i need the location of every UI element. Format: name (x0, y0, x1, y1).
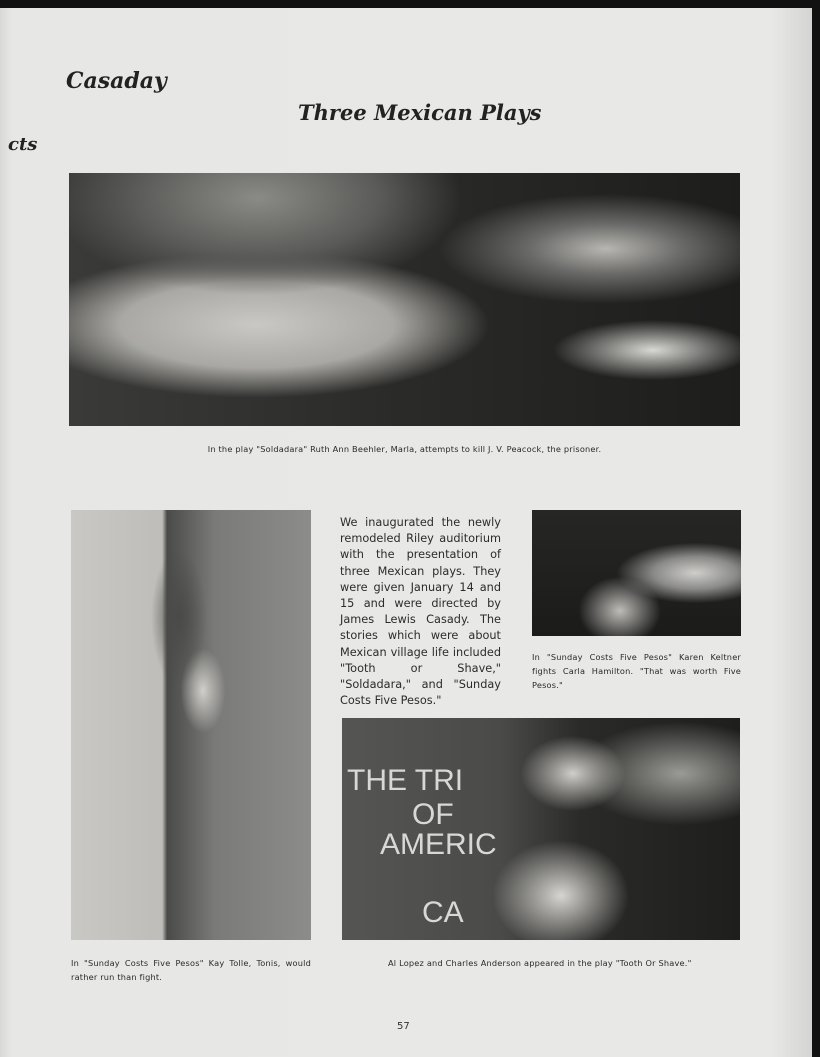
photo-sunday-kay-tolle (71, 510, 311, 940)
sign-line-2: OF (412, 798, 454, 831)
caption-bottom: Al Lopez and Charles Anderson appeared in the play "Tooth Or Shave." (388, 958, 692, 968)
caption-right-small: In "Sunday Costs Five Pesos" Karen Keltner fights Carla Hamilton. "That was worth Five Pesos." (532, 652, 741, 690)
yearbook-page (0, 8, 812, 1057)
margin-fragment: cts (8, 134, 38, 155)
article-body: We inaugurated the newly remodeled Riley auditorium with the presentation of three Mexican plays. They were given January 14 and 15 and were directed by James Lewis Casady. The stories which were about Mexican village life included "Tooth or Shave," "Soldadara," and "Sunday Costs Five Pesos." (340, 516, 501, 708)
caption-left: In "Sunday Costs Five Pesos" Kay Tolle, Tonis, would rather run than fight. (71, 958, 311, 982)
section-label: Casaday (66, 68, 167, 94)
photo-sunday-fight (532, 510, 741, 636)
page-number: 57 (397, 1021, 410, 1032)
sign-line-1: THE TRI (347, 764, 464, 797)
photo-tooth-or-shave (342, 718, 740, 940)
caption-top: In the play "Soldadara" Ruth Ann Beehler, Marla, attempts to kill J. V. Peacock, the prisoner. (207, 444, 602, 454)
sign-line-4: CA (422, 896, 464, 929)
sign-line-3: AMERIC (380, 828, 497, 861)
photo-soldadara (69, 173, 740, 426)
page-title: Three Mexican Plays (298, 100, 542, 125)
